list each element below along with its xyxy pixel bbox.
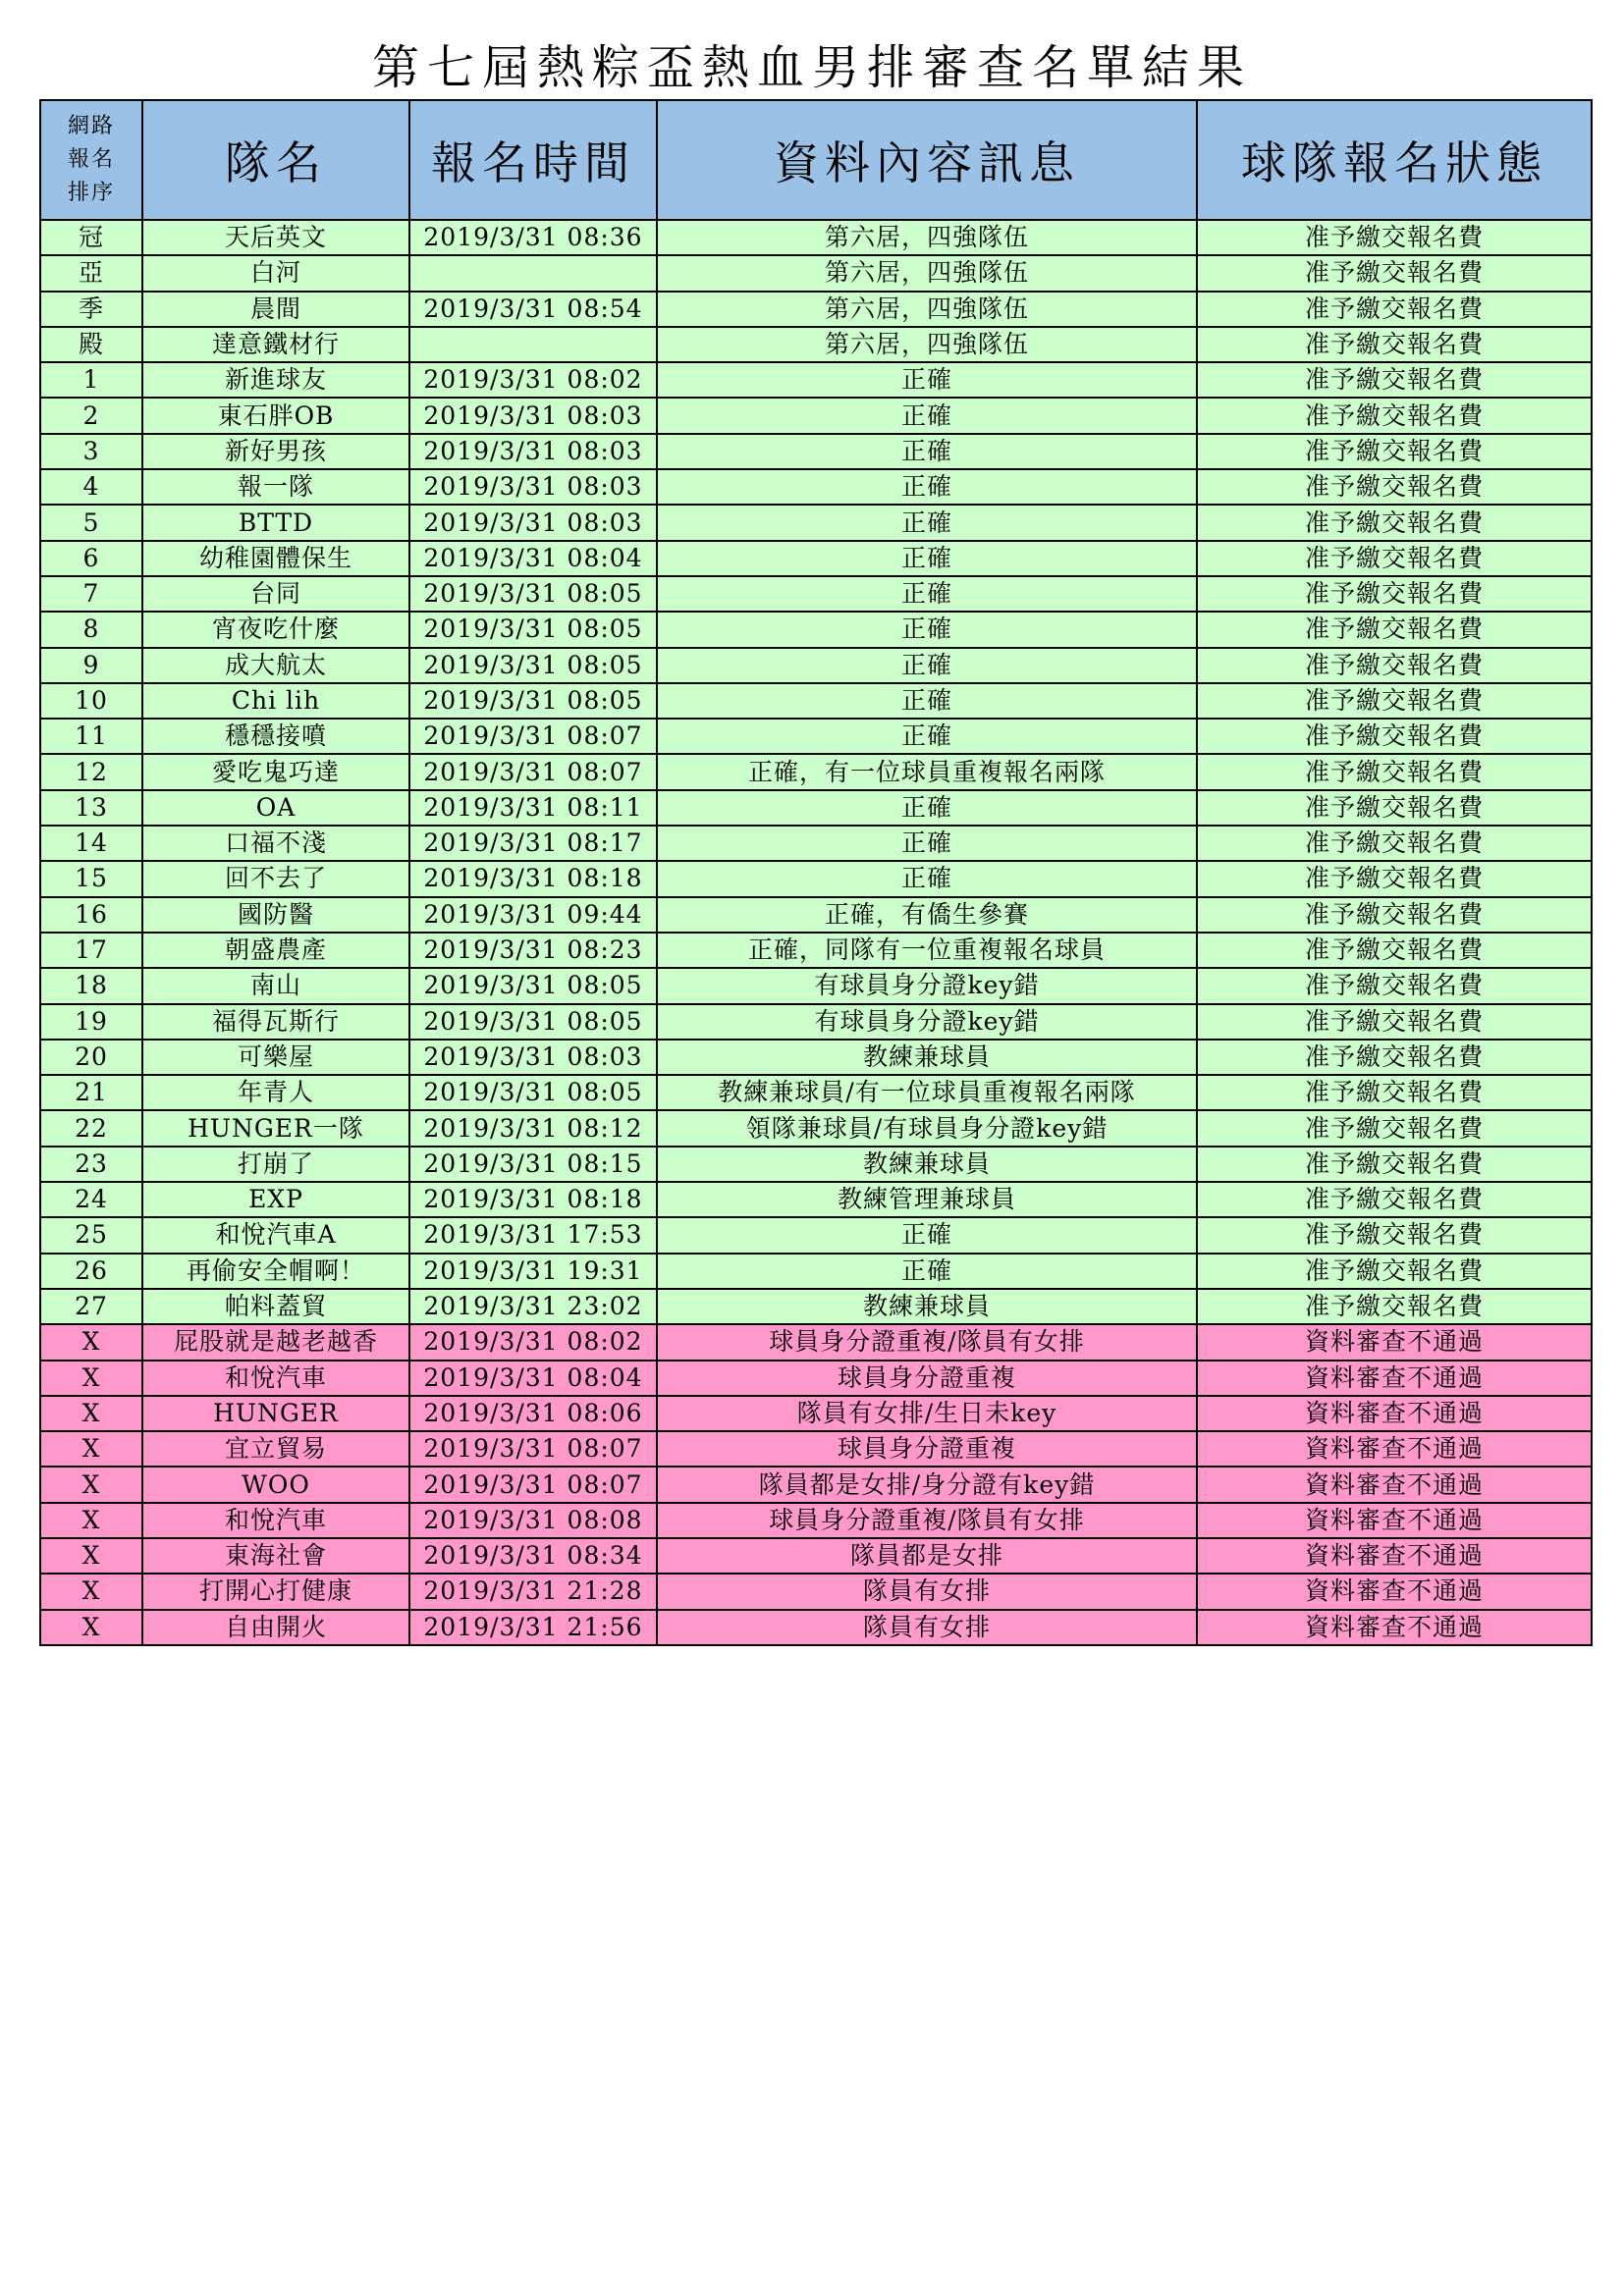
cell-rank: 15 <box>40 861 142 896</box>
cell-time: 2019/3/31 08:03 <box>409 434 657 469</box>
cell-info: 第六居，四強隊伍 <box>657 292 1197 327</box>
table-row <box>40 719 1592 754</box>
cell-time: 2019/3/31 08:05 <box>409 576 657 612</box>
table-body <box>40 220 1592 1645</box>
cell-info: 正確 <box>657 1217 1197 1253</box>
header-rank-line: 網路 <box>67 114 115 138</box>
cell-info: 球員身分證重複/隊員有女排 <box>657 1324 1197 1360</box>
cell-rank: 22 <box>40 1110 142 1146</box>
cell-status: 准予繳交報名費 <box>1197 683 1592 719</box>
cell-status: 准予繳交報名費 <box>1197 968 1592 1003</box>
cell-rank: 20 <box>40 1040 142 1075</box>
cell-status: 准予繳交報名費 <box>1197 648 1592 683</box>
cell-rank: X <box>40 1538 142 1574</box>
cell-team: 再偷安全帽啊！ <box>142 1254 409 1289</box>
cell-status: 准予繳交報名費 <box>1197 1110 1592 1146</box>
cell-status: 准予繳交報名費 <box>1197 1217 1592 1253</box>
table-row <box>40 1431 1592 1467</box>
cell-info: 教練兼球員/有一位球員重複報名兩隊 <box>657 1075 1197 1110</box>
cell-rank: 4 <box>40 469 142 505</box>
cell-team: 東石胖OB <box>142 398 409 433</box>
table-row <box>40 1075 1592 1110</box>
cell-info: 領隊兼球員/有球員身分證key錯 <box>657 1110 1197 1146</box>
cell-rank: X <box>40 1467 142 1502</box>
cell-team: 白河 <box>142 255 409 291</box>
cell-time: 2019/3/31 08:07 <box>409 754 657 789</box>
page-title: 第七屆熱粽盃熱血男排審查名單結果 <box>371 40 1252 95</box>
cell-time: 2019/3/31 08:03 <box>409 398 657 433</box>
cell-rank: 19 <box>40 1004 142 1040</box>
cell-rank: 27 <box>40 1289 142 1324</box>
cell-time: 2019/3/31 08:03 <box>409 469 657 505</box>
cell-time: 2019/3/31 08:04 <box>409 541 657 576</box>
cell-team: 成大航太 <box>142 648 409 683</box>
cell-status: 准予繳交報名費 <box>1197 327 1592 362</box>
header-row <box>40 100 1592 220</box>
cell-status: 准予繳交報名費 <box>1197 292 1592 327</box>
table-row <box>40 612 1592 647</box>
cell-status: 准予繳交報名費 <box>1197 897 1592 933</box>
cell-info: 正確 <box>657 576 1197 612</box>
cell-team: 可樂屋 <box>142 1040 409 1075</box>
cell-rank: 2 <box>40 398 142 433</box>
cell-info: 球員身分證重複 <box>657 1361 1197 1396</box>
table-row <box>40 1503 1592 1538</box>
cell-status: 准予繳交報名費 <box>1197 1147 1592 1182</box>
cell-team: 宵夜吃什麼 <box>142 612 409 647</box>
review-results-table <box>39 99 1593 1646</box>
cell-info: 正確 <box>657 505 1197 540</box>
cell-rank: 14 <box>40 826 142 861</box>
cell-time: 2019/3/31 08:06 <box>409 1396 657 1431</box>
table-row <box>40 648 1592 683</box>
cell-team: 和悅汽車A <box>142 1217 409 1253</box>
cell-time: 2019/3/31 08:03 <box>409 505 657 540</box>
cell-rank: X <box>40 1396 142 1431</box>
cell-status: 准予繳交報名費 <box>1197 612 1592 647</box>
cell-time: 2019/3/31 08:18 <box>409 861 657 896</box>
cell-time: 2019/3/31 21:28 <box>409 1574 657 1609</box>
cell-team: 穩穩接噴 <box>142 719 409 754</box>
cell-time: 2019/3/31 08:17 <box>409 826 657 861</box>
cell-status: 准予繳交報名費 <box>1197 505 1592 540</box>
cell-time: 2019/3/31 09:44 <box>409 897 657 933</box>
cell-rank: 16 <box>40 897 142 933</box>
cell-team: 幼稚園體保生 <box>142 541 409 576</box>
cell-rank: 25 <box>40 1217 142 1253</box>
table-row <box>40 754 1592 789</box>
cell-rank: 21 <box>40 1075 142 1110</box>
table-row <box>40 255 1592 291</box>
cell-info: 正確，有僑生參賽 <box>657 897 1197 933</box>
table-row <box>40 362 1592 398</box>
table-row <box>40 576 1592 612</box>
table-row <box>40 220 1592 255</box>
cell-time: 2019/3/31 08:34 <box>409 1538 657 1574</box>
table-row <box>40 1217 1592 1253</box>
cell-info: 隊員有女排/生日未key <box>657 1396 1197 1431</box>
cell-rank: 17 <box>40 933 142 968</box>
cell-info: 正確 <box>657 362 1197 398</box>
cell-rank: 9 <box>40 648 142 683</box>
cell-rank: 亞 <box>40 255 142 291</box>
cell-rank: 10 <box>40 683 142 719</box>
table-row <box>40 1254 1592 1289</box>
cell-status: 准予繳交報名費 <box>1197 1040 1592 1075</box>
table-row <box>40 1324 1592 1360</box>
header-rank-line: 報名 <box>67 147 115 172</box>
cell-time: 2019/3/31 08:05 <box>409 612 657 647</box>
cell-team: EXP <box>142 1182 409 1217</box>
cell-rank: 8 <box>40 612 142 647</box>
cell-status: 准予繳交報名費 <box>1197 541 1592 576</box>
cell-info: 有球員身分證key錯 <box>657 1004 1197 1040</box>
cell-info: 正確 <box>657 861 1197 896</box>
cell-rank: X <box>40 1324 142 1360</box>
cell-status: 准予繳交報名費 <box>1197 861 1592 896</box>
cell-rank: 18 <box>40 968 142 1003</box>
cell-status: 准予繳交報名費 <box>1197 790 1592 826</box>
table-row <box>40 1110 1592 1146</box>
cell-info: 正確 <box>657 469 1197 505</box>
cell-rank: X <box>40 1431 142 1467</box>
cell-time: 2019/3/31 08:12 <box>409 1110 657 1146</box>
table-row <box>40 968 1592 1003</box>
cell-status: 准予繳交報名費 <box>1197 719 1592 754</box>
table-row <box>40 434 1592 469</box>
cell-team: 新進球友 <box>142 362 409 398</box>
cell-rank: 6 <box>40 541 142 576</box>
cell-team: 東海社會 <box>142 1538 409 1574</box>
table-row <box>40 897 1592 933</box>
table-row <box>40 1289 1592 1324</box>
cell-team: WOO <box>142 1467 409 1502</box>
table-row <box>40 1004 1592 1040</box>
cell-status: 准予繳交報名費 <box>1197 754 1592 789</box>
cell-rank: 5 <box>40 505 142 540</box>
cell-time <box>409 255 657 291</box>
cell-rank: 23 <box>40 1147 142 1182</box>
table-row <box>40 469 1592 505</box>
cell-time: 2019/3/31 08:54 <box>409 292 657 327</box>
header-rank <box>40 100 142 220</box>
table-row <box>40 1361 1592 1396</box>
cell-time: 2019/3/31 08:05 <box>409 968 657 1003</box>
cell-rank: X <box>40 1503 142 1538</box>
cell-rank: X <box>40 1361 142 1396</box>
cell-info: 隊員都是女排 <box>657 1538 1197 1574</box>
cell-info: 正確 <box>657 398 1197 433</box>
cell-info: 正確，有一位球員重複報名兩隊 <box>657 754 1197 789</box>
cell-team: Chi lih <box>142 683 409 719</box>
table-row <box>40 1467 1592 1502</box>
table-row <box>40 1147 1592 1182</box>
cell-status: 准予繳交報名費 <box>1197 362 1592 398</box>
cell-time: 2019/3/31 08:23 <box>409 933 657 968</box>
cell-team: 和悅汽車 <box>142 1361 409 1396</box>
table-row <box>40 505 1592 540</box>
cell-info: 教練管理兼球員 <box>657 1182 1197 1217</box>
cell-time: 2019/3/31 08:02 <box>409 362 657 398</box>
header-team: 隊名 <box>142 100 409 220</box>
cell-info: 正確 <box>657 683 1197 719</box>
cell-team: 報一隊 <box>142 469 409 505</box>
cell-rank: X <box>40 1574 142 1609</box>
table-row <box>40 790 1592 826</box>
cell-status: 資料審查不通過 <box>1197 1503 1592 1538</box>
cell-status: 資料審查不通過 <box>1197 1324 1592 1360</box>
cell-team: 屁股就是越老越香 <box>142 1324 409 1360</box>
table-row <box>40 1182 1592 1217</box>
cell-status: 准予繳交報名費 <box>1197 434 1592 469</box>
cell-time: 2019/3/31 17:53 <box>409 1217 657 1253</box>
cell-team: 朝盛農產 <box>142 933 409 968</box>
cell-info: 第六居，四強隊伍 <box>657 220 1197 255</box>
cell-time: 2019/3/31 08:05 <box>409 648 657 683</box>
cell-rank: 13 <box>40 790 142 826</box>
cell-status: 准予繳交報名費 <box>1197 1254 1592 1289</box>
cell-team: 帕料蓋貿 <box>142 1289 409 1324</box>
cell-info: 正確 <box>657 1254 1197 1289</box>
cell-team: BTTD <box>142 505 409 540</box>
cell-time: 2019/3/31 08:05 <box>409 1004 657 1040</box>
cell-status: 准予繳交報名費 <box>1197 1182 1592 1217</box>
table-row <box>40 1040 1592 1075</box>
cell-status: 准予繳交報名費 <box>1197 1289 1592 1324</box>
header-status: 球隊報名狀態 <box>1197 100 1592 220</box>
cell-team: 打開心打健康 <box>142 1574 409 1609</box>
cell-team: HUNGER一隊 <box>142 1110 409 1146</box>
cell-team: 晨間 <box>142 292 409 327</box>
cell-info: 教練兼球員 <box>657 1289 1197 1324</box>
cell-rank: 7 <box>40 576 142 612</box>
cell-info: 球員身分證重複/隊員有女排 <box>657 1503 1197 1538</box>
table-row <box>40 541 1592 576</box>
cell-team: 福得瓦斯行 <box>142 1004 409 1040</box>
cell-time: 2019/3/31 08:07 <box>409 719 657 754</box>
cell-time: 2019/3/31 08:03 <box>409 1040 657 1075</box>
cell-status: 准予繳交報名費 <box>1197 398 1592 433</box>
cell-status: 准予繳交報名費 <box>1197 1075 1592 1110</box>
table-row <box>40 1396 1592 1431</box>
cell-team: 自由開火 <box>142 1610 409 1645</box>
header-time: 報名時間 <box>409 100 657 220</box>
cell-info: 第六居，四強隊伍 <box>657 327 1197 362</box>
table-row <box>40 398 1592 433</box>
cell-info: 球員身分證重複 <box>657 1431 1197 1467</box>
cell-team: 口福不淺 <box>142 826 409 861</box>
cell-rank: 1 <box>40 362 142 398</box>
header-rank-line: 排序 <box>67 181 115 205</box>
table-row <box>40 826 1592 861</box>
table-row <box>40 1538 1592 1574</box>
cell-time: 2019/3/31 08:05 <box>409 683 657 719</box>
cell-status: 准予繳交報名費 <box>1197 220 1592 255</box>
cell-time: 2019/3/31 08:08 <box>409 1503 657 1538</box>
cell-time: 2019/3/31 23:02 <box>409 1289 657 1324</box>
cell-team: 和悅汽車 <box>142 1503 409 1538</box>
cell-team: 年青人 <box>142 1075 409 1110</box>
cell-status: 准予繳交報名費 <box>1197 576 1592 612</box>
cell-status: 資料審查不通過 <box>1197 1431 1592 1467</box>
cell-time: 2019/3/31 08:15 <box>409 1147 657 1182</box>
cell-time: 2019/3/31 08:07 <box>409 1467 657 1502</box>
table-row <box>40 1610 1592 1645</box>
cell-team: 台同 <box>142 576 409 612</box>
cell-team: 宜立貿易 <box>142 1431 409 1467</box>
cell-team: 愛吃鬼巧達 <box>142 754 409 789</box>
cell-info: 正確 <box>657 826 1197 861</box>
cell-team: 達意鐵材行 <box>142 327 409 362</box>
cell-info: 正確 <box>657 719 1197 754</box>
cell-info: 隊員有女排 <box>657 1574 1197 1609</box>
cell-team: 國防醫 <box>142 897 409 933</box>
cell-status: 資料審查不通過 <box>1197 1396 1592 1431</box>
cell-time: 2019/3/31 08:05 <box>409 1075 657 1110</box>
cell-info: 正確，同隊有一位重複報名球員 <box>657 933 1197 968</box>
cell-rank: 殿 <box>40 327 142 362</box>
table-row <box>40 327 1592 362</box>
cell-status: 准予繳交報名費 <box>1197 826 1592 861</box>
cell-team: 新好男孩 <box>142 434 409 469</box>
cell-time: 2019/3/31 08:36 <box>409 220 657 255</box>
table-row <box>40 683 1592 719</box>
cell-rank: 24 <box>40 1182 142 1217</box>
cell-time: 2019/3/31 08:07 <box>409 1431 657 1467</box>
cell-time: 2019/3/31 21:56 <box>409 1610 657 1645</box>
cell-status: 准予繳交報名費 <box>1197 933 1592 968</box>
cell-info: 正確 <box>657 541 1197 576</box>
cell-info: 隊員有女排 <box>657 1610 1197 1645</box>
cell-team: OA <box>142 790 409 826</box>
cell-info: 隊員都是女排/身分證有key錯 <box>657 1467 1197 1502</box>
header-info: 資料內容訊息 <box>657 100 1197 220</box>
cell-status: 准予繳交報名費 <box>1197 255 1592 291</box>
cell-info: 正確 <box>657 790 1197 826</box>
table-row <box>40 1574 1592 1609</box>
cell-info: 第六居，四強隊伍 <box>657 255 1197 291</box>
cell-rank: 26 <box>40 1254 142 1289</box>
cell-rank: 3 <box>40 434 142 469</box>
cell-rank: X <box>40 1610 142 1645</box>
table-row <box>40 933 1592 968</box>
cell-time: 2019/3/31 08:04 <box>409 1361 657 1396</box>
cell-info: 正確 <box>657 648 1197 683</box>
cell-status: 准予繳交報名費 <box>1197 469 1592 505</box>
cell-info: 有球員身分證key錯 <box>657 968 1197 1003</box>
cell-time <box>409 327 657 362</box>
cell-time: 2019/3/31 19:31 <box>409 1254 657 1289</box>
cell-rank: 冠 <box>40 220 142 255</box>
cell-status: 資料審查不通過 <box>1197 1361 1592 1396</box>
cell-team: 打崩了 <box>142 1147 409 1182</box>
cell-rank: 11 <box>40 719 142 754</box>
cell-status: 資料審查不通過 <box>1197 1574 1592 1609</box>
cell-rank: 12 <box>40 754 142 789</box>
cell-info: 正確 <box>657 612 1197 647</box>
cell-team: 南山 <box>142 968 409 1003</box>
table-row <box>40 292 1592 327</box>
cell-info: 教練兼球員 <box>657 1147 1197 1182</box>
cell-time: 2019/3/31 08:18 <box>409 1182 657 1217</box>
cell-time: 2019/3/31 08:02 <box>409 1324 657 1360</box>
cell-info: 教練兼球員 <box>657 1040 1197 1075</box>
cell-status: 資料審查不通過 <box>1197 1467 1592 1502</box>
cell-team: 天后英文 <box>142 220 409 255</box>
cell-team: 回不去了 <box>142 861 409 896</box>
table-row <box>40 861 1592 896</box>
cell-status: 資料審查不通過 <box>1197 1610 1592 1645</box>
cell-rank: 季 <box>40 292 142 327</box>
cell-time: 2019/3/31 08:11 <box>409 790 657 826</box>
cell-team: HUNGER <box>142 1396 409 1431</box>
cell-status: 資料審查不通過 <box>1197 1538 1592 1574</box>
cell-info: 正確 <box>657 434 1197 469</box>
cell-status: 准予繳交報名費 <box>1197 1004 1592 1040</box>
